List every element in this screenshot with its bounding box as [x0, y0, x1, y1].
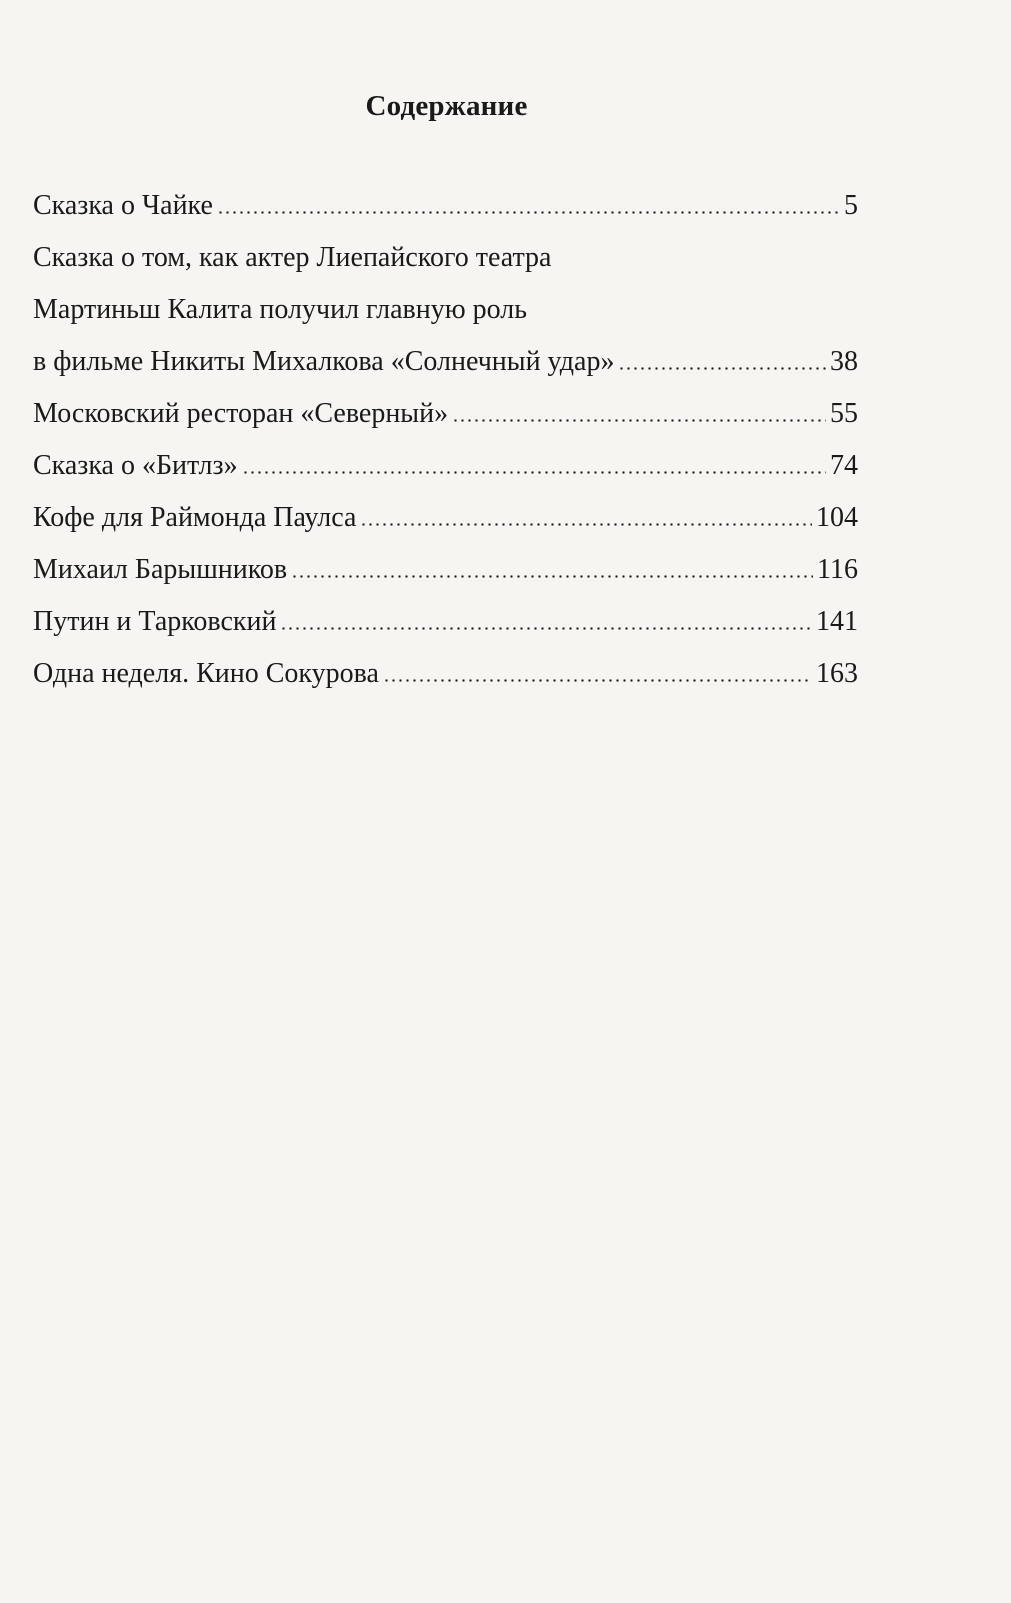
toc-entry: [33, 596, 858, 648]
toc-entry: [33, 492, 858, 544]
toc-entry: [33, 388, 858, 440]
toc-title: Содержание: [365, 90, 528, 122]
toc-entry-title: Кофе для Раймонда Паулса: [33, 502, 357, 533]
toc-entry-page: 74: [830, 450, 858, 481]
toc-entry-page: 38: [830, 346, 858, 377]
toc-entry-page: 141: [816, 606, 858, 637]
dot-leader: [280, 627, 812, 630]
dot-leader: [242, 471, 826, 474]
toc-entry: [33, 336, 858, 388]
toc-entry-title: в фильме Никиты Михалкова «Солнечный удар»: [33, 346, 615, 377]
toc-entry-title: Путин и Тарковский: [33, 606, 277, 637]
toc-entry: [33, 180, 858, 232]
toc-entry-title: Одна неделя. Кино Сокурова: [33, 658, 379, 689]
toc-entry: [33, 440, 858, 492]
toc-entry-page: 5: [844, 190, 858, 221]
dot-leader: [217, 211, 840, 214]
dot-leader: [360, 523, 812, 526]
toc-entry-title: Сказка о Чайке: [33, 190, 213, 221]
toc-entry-page: 55: [830, 398, 858, 429]
dot-leader: [383, 679, 812, 682]
dot-leader: [452, 419, 826, 422]
toc-entry: [33, 544, 858, 596]
dot-leader: [618, 367, 826, 370]
toc-entry: [33, 648, 858, 700]
toc-entry-page: 104: [816, 502, 858, 533]
toc-entry-title-line: Мартиньш Калита получил главную роль: [33, 294, 528, 325]
toc-entry-title: Михаил Барышников: [33, 554, 288, 585]
toc-entry-title: Московский ресторан «Северный»: [33, 398, 449, 429]
toc-entry-page: 116: [817, 554, 858, 585]
toc-entry-title: Сказка о «Битлз»: [33, 450, 238, 481]
toc-entry-title-line: Сказка о том, как актер Лиепайского театра: [33, 242, 552, 273]
toc-entry-page: 163: [816, 658, 858, 689]
table-of-contents: [33, 180, 858, 700]
dot-leader: [291, 575, 813, 578]
